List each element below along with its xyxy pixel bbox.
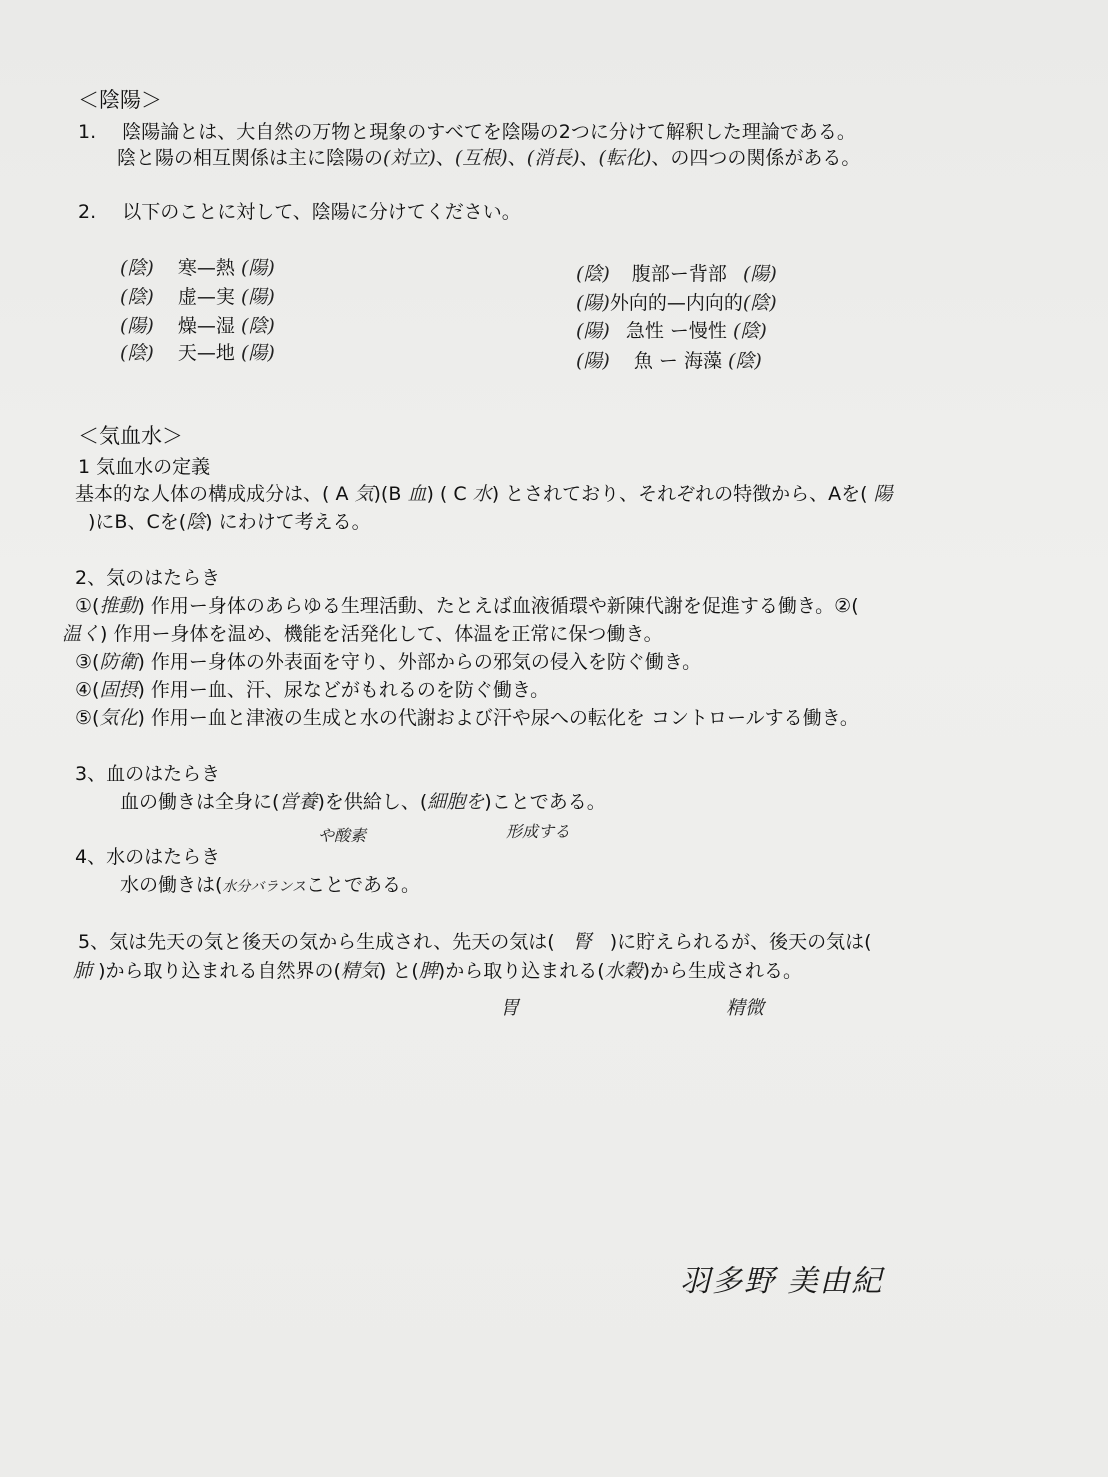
s2-line2: [62, 622, 663, 646]
s2-text: ) 作用ー身体の外表面を守り、外部からの邪気の侵入を防ぐ働き。: [137, 651, 702, 673]
q1-line2: [117, 146, 860, 170]
pair-left-answer: (陽): [576, 320, 610, 342]
pair-left-answer: (陽): [576, 292, 610, 314]
s1-answer-a: 気: [354, 483, 374, 505]
s5-line2: [73, 959, 802, 983]
pair-right-row: [576, 349, 762, 373]
s2-text: ) 作用ー血、汗、尿などがもれるのを防ぐ働き。: [137, 679, 550, 701]
pair-left-answer: (陰): [120, 342, 154, 364]
pair-right-answer: (陰): [728, 350, 762, 372]
pair-left-answer: (陰): [120, 286, 154, 308]
s2-num: ⑤(: [75, 707, 100, 729]
s4-line1: [120, 873, 420, 899]
yinyang-heading: ＜陰陽＞: [78, 88, 162, 112]
s2-answer-5: 気化: [99, 707, 138, 729]
pair-left-word: 寒—熱: [177, 257, 235, 279]
s1-title: 1 気血水の定義: [78, 456, 211, 478]
q2-line: [78, 200, 521, 224]
q1-line2-post: 、の四つの関係がある。: [651, 147, 861, 169]
s1-answer-yang: 陽: [873, 483, 893, 505]
s4-title: 4、水のはたらき: [75, 846, 221, 868]
q2-number: 2.: [78, 201, 97, 223]
pair-word: 腹部ー背部: [631, 263, 727, 285]
pair-word: 魚 ー 海藻: [633, 350, 722, 372]
s2-text: ) 作用ー身体のあらゆる生理活動、たとえば血液循環や新陳代謝を促進する働き。②(: [137, 595, 859, 617]
s1-answer-c: 水: [472, 483, 492, 505]
s2-text: ) 作用ー身体を温め、機能を活発化して、体温を正常に保つ働き。: [100, 623, 663, 645]
sep: 、: [579, 147, 599, 169]
pair-left-answer: (陰): [576, 263, 610, 285]
s5-text: )に貯えられるが、後天の気は(: [609, 931, 872, 953]
pair-right-row: [576, 319, 767, 343]
sep: 、: [435, 147, 455, 169]
s5-text: )から取り込まれる(: [437, 960, 605, 982]
s1-text: ) にわけて考える。: [205, 511, 371, 533]
pair-left-word: 燥—湿: [177, 315, 235, 337]
pair-left-row: [120, 314, 275, 338]
s2-answer-1: 推動: [99, 595, 138, 617]
s2-line5: [75, 706, 859, 730]
s5-text: ) と(: [378, 960, 419, 982]
q1-text: 陰陽論とは、大自然の万物と現象のすべてを陰陽の2つに分けて解釈した理論である。: [122, 121, 856, 143]
s2-title: 2、気のはたらき: [75, 567, 221, 589]
sep: 、: [507, 147, 527, 169]
pair-right-answer: (陽): [240, 257, 275, 279]
s2-answer-4: 固摂: [99, 679, 138, 701]
s2-answer-2: 温く: [62, 623, 101, 645]
pair-left-answer: (陽): [120, 315, 154, 337]
s5-answer-4: 脾: [418, 960, 438, 982]
q1-line1: [78, 120, 856, 144]
s5-answer-3: 精気: [340, 960, 379, 982]
s5-note-1: 胃: [500, 997, 520, 1019]
pair-left-row: [120, 256, 275, 280]
s1-text: ) とされており、それぞれの特徴から、Aを(: [491, 483, 868, 505]
pair-left-answer: (陰): [120, 257, 154, 279]
answer-tenka: (転化): [598, 147, 652, 169]
pair-left-word: 虚—実: [177, 286, 235, 308]
pair-right-answer: (陽): [240, 342, 275, 364]
answer-taiiritsu: (対立): [383, 147, 436, 169]
pair-right-answer: (陰): [742, 292, 777, 314]
pair-right-answer: (陽): [742, 263, 777, 285]
handwritten-signature: 羽多野 美由紀: [680, 1264, 884, 1299]
kiketsusui-heading: ＜気血水＞: [78, 424, 183, 448]
s5-answer-5: 水穀: [604, 960, 643, 982]
s1-line1: [75, 482, 893, 506]
s5-answer-2: 肺: [73, 960, 93, 982]
answer-shochou: (消長): [526, 147, 580, 169]
pair-right-answer: (陰): [732, 320, 767, 342]
s3-note-1: や酸素: [318, 826, 367, 845]
s2-num: ③(: [75, 651, 100, 673]
s5-text: 5、気は先天の気と後天の気から生成され、先天の気は(: [78, 931, 555, 953]
q2-text: 以下のことに対して、陰陽に分けてください。: [122, 201, 521, 223]
s5-line1: [78, 930, 872, 954]
s1-line2: [88, 510, 371, 534]
s2-text: ) 作用ー血と津液の生成と水の代謝および汗や尿への転化を コントロールする働き。: [137, 707, 859, 729]
s1-answer-yin: 陰: [186, 511, 206, 533]
s3-title: 3、血のはたらき: [75, 763, 221, 785]
pair-right-answer: (陽): [240, 286, 275, 308]
s3-text: 血の働きは全身に(: [120, 791, 280, 813]
s1-text: )にB、Cを(: [88, 511, 187, 533]
s5-text: )から生成される。: [642, 960, 803, 982]
pair-left-row: [120, 285, 275, 309]
s5-answer-1: 腎: [572, 931, 592, 953]
s2-line1: [75, 594, 859, 618]
q1-line2-pre: 陰と陽の相互関係は主に陰陽の: [117, 147, 384, 169]
s3-answer-1: 営養: [279, 791, 318, 813]
s2-line4: [75, 678, 549, 702]
s5-text: )から取り込まれる自然界の(: [98, 960, 341, 982]
s3-note-2: 形成する: [506, 822, 571, 841]
s3-text: )ことである。: [484, 791, 606, 813]
pair-right-row: [576, 262, 777, 286]
s3-line1: [120, 790, 606, 814]
s4-text: 水の働きは(: [120, 874, 223, 896]
s1-text: )(B: [373, 483, 402, 505]
s2-line3: [75, 650, 701, 674]
s1-text: ) ( C: [426, 483, 467, 505]
s1-text: 基本的な人体の構成成分は、( A: [75, 483, 349, 505]
answer-gokon: (互根): [454, 147, 508, 169]
s3-text: )を供給し、(: [317, 791, 428, 813]
s4-answer: 水分バランス: [222, 879, 307, 895]
pair-word: 急性 ー慢性: [625, 320, 727, 342]
s1-answer-b: 血: [407, 483, 427, 505]
s3-answer-2: 細胞を: [427, 791, 485, 813]
pair-right-answer: (陰): [240, 315, 275, 337]
s2-num: ①(: [75, 595, 100, 617]
s2-answer-3: 防衛: [99, 651, 138, 673]
pair-left-answer: (陽): [576, 350, 610, 372]
q1-number: 1.: [78, 121, 97, 143]
s5-note-2: 精微: [726, 997, 765, 1019]
s2-num: ④(: [75, 679, 100, 701]
pair-left-row: [120, 341, 275, 365]
pair-word: 外向的—内向的: [609, 292, 743, 314]
pair-left-word: 天—地: [177, 342, 235, 364]
s4-text: ことである。: [306, 874, 421, 896]
pair-right-row: [576, 291, 777, 315]
